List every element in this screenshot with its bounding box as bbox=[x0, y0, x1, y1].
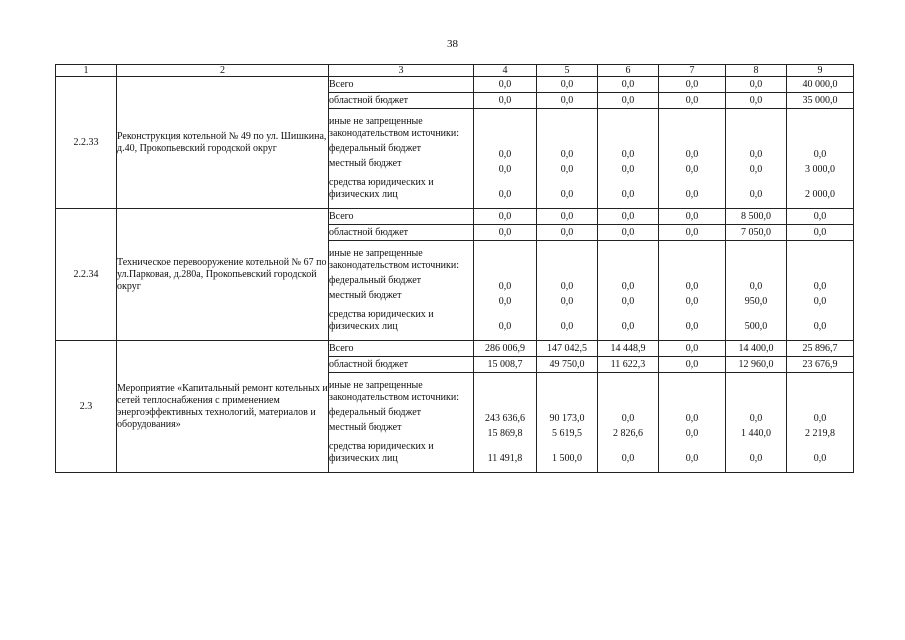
source-label-text: областной бюджет bbox=[329, 358, 409, 370]
value-cell bbox=[474, 241, 537, 341]
value-cell bbox=[726, 209, 787, 225]
source-label-text: Всего bbox=[329, 78, 354, 90]
local-value: 5 619,5 bbox=[552, 427, 582, 439]
value-cell bbox=[598, 241, 659, 341]
federal-value: 0,0 bbox=[498, 148, 512, 160]
federal-value: 0,0 bbox=[685, 412, 699, 424]
value-text: 14 448,9 bbox=[610, 342, 646, 354]
value-cell bbox=[787, 241, 854, 341]
source-label-text: областной бюджет bbox=[329, 226, 409, 238]
federal-value: 0,0 bbox=[749, 280, 763, 292]
local-value: 0,0 bbox=[685, 163, 699, 175]
legal-entities-value: 0,0 bbox=[813, 453, 827, 464]
federal-value: 0,0 bbox=[813, 148, 827, 160]
value-cell bbox=[659, 109, 726, 209]
federal-value: 0,0 bbox=[749, 412, 763, 424]
source-label bbox=[329, 357, 474, 373]
table-row bbox=[56, 209, 854, 225]
value-cell bbox=[537, 357, 598, 373]
value-text: 0,0 bbox=[685, 226, 699, 238]
value-cell bbox=[537, 241, 598, 341]
value-cell bbox=[659, 341, 726, 357]
value-text: 0,0 bbox=[813, 210, 827, 222]
value-text: 40 000,0 bbox=[802, 78, 838, 90]
value-text: 147 042,5 bbox=[547, 342, 587, 354]
value-cell bbox=[659, 93, 726, 109]
value-text: 12 960,0 bbox=[738, 358, 774, 370]
value-text: 0,0 bbox=[685, 78, 699, 90]
value-cell bbox=[787, 209, 854, 225]
value-cell bbox=[659, 225, 726, 241]
local-value: 0,0 bbox=[813, 295, 827, 307]
table-row bbox=[56, 341, 854, 357]
value-cell bbox=[787, 225, 854, 241]
value-text: 0,0 bbox=[685, 358, 699, 370]
col-header: 2 bbox=[117, 65, 329, 77]
local-value: 0,0 bbox=[560, 295, 574, 307]
value-cell bbox=[726, 341, 787, 357]
value-text: 0,0 bbox=[560, 94, 574, 106]
local-value: 950,0 bbox=[744, 295, 768, 307]
value-cell bbox=[598, 225, 659, 241]
legal-entities-label: средства юридических и физических лиц bbox=[329, 441, 434, 464]
source-label-text: Всего bbox=[329, 210, 354, 222]
value-text: 23 676,9 bbox=[802, 358, 838, 370]
legal-entities-value: 0,0 bbox=[813, 321, 827, 332]
local-label: местный бюджет bbox=[329, 157, 402, 169]
legal-entities-value: 0,0 bbox=[685, 189, 699, 200]
value-cell bbox=[598, 341, 659, 357]
value-cell bbox=[726, 241, 787, 341]
federal-value: 0,0 bbox=[813, 412, 827, 424]
local-label: местный бюджет bbox=[329, 421, 402, 433]
value-cell bbox=[598, 209, 659, 225]
legal-entities-value: 11 491,8 bbox=[487, 453, 523, 464]
col-header: 9 bbox=[787, 65, 854, 77]
value-text: 14 400,0 bbox=[738, 342, 774, 354]
value-cell bbox=[537, 109, 598, 209]
col-header: 6 bbox=[598, 65, 659, 77]
value-cell bbox=[474, 209, 537, 225]
value-text: 0,0 bbox=[685, 94, 699, 106]
col-header: 7 bbox=[659, 65, 726, 77]
value-cell bbox=[537, 209, 598, 225]
source-label-text: Всего bbox=[329, 342, 354, 354]
federal-value: 0,0 bbox=[685, 148, 699, 160]
value-cell bbox=[537, 93, 598, 109]
value-text: 0,0 bbox=[813, 226, 827, 238]
item-name: Реконструкция котельной № 49 по ул. Шишкина, д.40, Прокопьевский городской округ bbox=[117, 77, 329, 209]
value-cell bbox=[726, 77, 787, 93]
value-cell bbox=[537, 77, 598, 93]
value-text: 8 500,0 bbox=[741, 210, 771, 222]
value-cell bbox=[659, 209, 726, 225]
value-text: 0,0 bbox=[560, 210, 574, 222]
federal-value: 0,0 bbox=[621, 280, 635, 292]
value-cell bbox=[474, 77, 537, 93]
local-value: 0,0 bbox=[749, 163, 763, 175]
value-text: 25 896,7 bbox=[802, 342, 838, 354]
local-label: местный бюджет bbox=[329, 289, 402, 301]
legal-entities-value: 0,0 bbox=[749, 453, 763, 464]
value-cell bbox=[598, 373, 659, 473]
value-cell bbox=[787, 77, 854, 93]
other-sources-label: иные не запрещенные законодательством источники: bbox=[329, 116, 460, 139]
item-code: 2.2.34 bbox=[56, 209, 117, 341]
value-cell bbox=[598, 77, 659, 93]
federal-value: 0,0 bbox=[621, 148, 635, 160]
legal-entities-value: 2 000,0 bbox=[805, 189, 835, 200]
legal-entities-value: 0,0 bbox=[498, 189, 512, 200]
legal-entities-value: 500,0 bbox=[744, 321, 768, 332]
item-name: Техническое перевооружение котельной № 67 по ул.Парковая, д.280а, Прокопьевский городской округ bbox=[117, 209, 329, 341]
source-label bbox=[329, 93, 474, 109]
value-text: 15 008,7 bbox=[487, 358, 523, 370]
local-value: 0,0 bbox=[685, 295, 699, 307]
value-cell bbox=[537, 373, 598, 473]
value-text: 0,0 bbox=[621, 78, 635, 90]
value-text: 0,0 bbox=[621, 210, 635, 222]
other-sources-label: иные не запрещенные законодательством источники: bbox=[329, 248, 460, 271]
value-cell bbox=[787, 109, 854, 209]
federal-value: 90 173,0 bbox=[549, 412, 585, 424]
legal-entities-value: 0,0 bbox=[685, 321, 699, 332]
value-text: 0,0 bbox=[685, 210, 699, 222]
value-text: 0,0 bbox=[498, 210, 512, 222]
value-text: 0,0 bbox=[749, 78, 763, 90]
value-text: 0,0 bbox=[685, 342, 699, 354]
value-cell bbox=[474, 225, 537, 241]
legal-entities-value: 1 500,0 bbox=[552, 453, 582, 464]
value-text: 35 000,0 bbox=[802, 94, 838, 106]
value-cell bbox=[726, 225, 787, 241]
value-cell bbox=[726, 357, 787, 373]
col-header: 3 bbox=[329, 65, 474, 77]
value-text: 49 750,0 bbox=[549, 358, 585, 370]
value-text: 0,0 bbox=[749, 94, 763, 106]
source-label bbox=[329, 341, 474, 357]
value-text: 0,0 bbox=[498, 78, 512, 90]
source-label-text: областной бюджет bbox=[329, 94, 409, 106]
federal-label: федеральный бюджет bbox=[329, 274, 422, 286]
item-code: 2.2.33 bbox=[56, 77, 117, 209]
value-text: 286 006,9 bbox=[485, 342, 525, 354]
value-cell bbox=[659, 357, 726, 373]
federal-value: 0,0 bbox=[749, 148, 763, 160]
source-labels bbox=[329, 109, 474, 209]
source-label bbox=[329, 209, 474, 225]
federal-value: 0,0 bbox=[813, 280, 827, 292]
value-cell bbox=[474, 357, 537, 373]
local-value: 0,0 bbox=[498, 163, 512, 175]
federal-value: 0,0 bbox=[560, 148, 574, 160]
table-row bbox=[56, 77, 854, 93]
legal-entities-value: 0,0 bbox=[560, 189, 574, 200]
local-value: 0,0 bbox=[621, 295, 635, 307]
value-cell bbox=[787, 373, 854, 473]
value-text: 0,0 bbox=[498, 226, 512, 238]
value-cell bbox=[726, 109, 787, 209]
federal-value: 243 636,6 bbox=[485, 412, 525, 424]
local-value: 3 000,0 bbox=[805, 163, 835, 175]
value-cell bbox=[598, 93, 659, 109]
value-text: 7 050,0 bbox=[741, 226, 771, 238]
legal-entities-value: 0,0 bbox=[498, 321, 512, 332]
col-header: 8 bbox=[726, 65, 787, 77]
value-cell bbox=[787, 357, 854, 373]
legal-entities-value: 0,0 bbox=[749, 189, 763, 200]
value-cell bbox=[474, 109, 537, 209]
local-value: 15 869,8 bbox=[487, 427, 523, 439]
item-code: 2.3 bbox=[56, 341, 117, 473]
federal-label: федеральный бюджет bbox=[329, 142, 422, 154]
page-number: 38 bbox=[447, 38, 458, 50]
value-text: 0,0 bbox=[560, 226, 574, 238]
value-cell bbox=[659, 373, 726, 473]
col-header: 5 bbox=[537, 65, 598, 77]
value-cell bbox=[787, 93, 854, 109]
value-text: 0,0 bbox=[560, 78, 574, 90]
value-text: 0,0 bbox=[621, 226, 635, 238]
local-value: 1 440,0 bbox=[741, 427, 771, 439]
value-cell bbox=[726, 93, 787, 109]
source-labels bbox=[329, 373, 474, 473]
value-cell bbox=[474, 373, 537, 473]
source-label bbox=[329, 225, 474, 241]
value-cell bbox=[659, 241, 726, 341]
value-cell bbox=[659, 77, 726, 93]
federal-value: 0,0 bbox=[685, 280, 699, 292]
local-value: 2 219,8 bbox=[805, 427, 835, 439]
legal-entities-value: 0,0 bbox=[621, 321, 635, 332]
legal-entities-value: 0,0 bbox=[560, 321, 574, 332]
local-value: 0,0 bbox=[685, 427, 699, 439]
legal-entities-value: 0,0 bbox=[621, 453, 635, 464]
value-text: 11 622,3 bbox=[610, 358, 646, 370]
value-cell bbox=[474, 93, 537, 109]
legal-entities-value: 0,0 bbox=[685, 453, 699, 464]
local-value: 0,0 bbox=[621, 163, 635, 175]
legal-entities-value: 0,0 bbox=[621, 189, 635, 200]
legal-entities-label: средства юридических и физических лиц bbox=[329, 309, 434, 332]
item-name: Мероприятие «Капитальный ремонт котельных и сетей теплоснабжения с применением энергоэффективных технологий, материалов и оборудования» bbox=[117, 341, 329, 473]
source-labels bbox=[329, 241, 474, 341]
budget-table bbox=[55, 64, 854, 473]
federal-value: 0,0 bbox=[621, 412, 635, 424]
value-cell bbox=[537, 225, 598, 241]
value-text: 0,0 bbox=[621, 94, 635, 106]
value-cell bbox=[474, 341, 537, 357]
federal-label: федеральный бюджет bbox=[329, 406, 422, 418]
source-label bbox=[329, 77, 474, 93]
value-cell bbox=[726, 373, 787, 473]
header-row bbox=[56, 65, 854, 77]
value-text: 0,0 bbox=[498, 94, 512, 106]
local-value: 0,0 bbox=[498, 295, 512, 307]
value-cell bbox=[598, 357, 659, 373]
legal-entities-label: средства юридических и физических лиц bbox=[329, 177, 434, 200]
local-value: 0,0 bbox=[560, 163, 574, 175]
federal-value: 0,0 bbox=[560, 280, 574, 292]
value-cell bbox=[537, 341, 598, 357]
local-value: 2 826,6 bbox=[613, 427, 643, 439]
value-cell bbox=[787, 341, 854, 357]
other-sources-label: иные не запрещенные законодательством источники: bbox=[329, 380, 460, 403]
federal-value: 0,0 bbox=[498, 280, 512, 292]
value-cell bbox=[598, 109, 659, 209]
col-header: 1 bbox=[56, 65, 117, 77]
col-header: 4 bbox=[474, 65, 537, 77]
